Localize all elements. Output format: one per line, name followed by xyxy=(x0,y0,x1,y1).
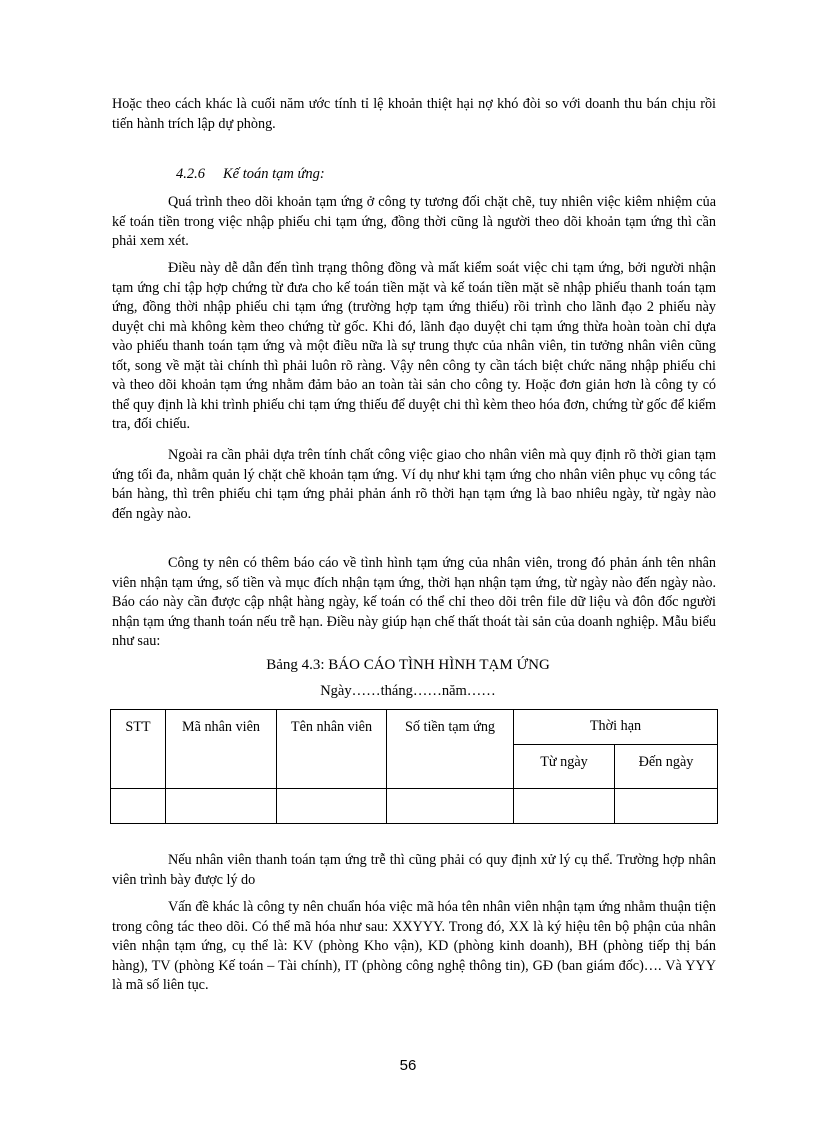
table-cell xyxy=(277,789,387,824)
paragraph-collusion-risk: Điều này dễ dẫn đến tình trạng thông đồng và mất kiểm soát việc chi tạm ứng, bởi người nhận tạm ứng chỉ tập hợp chứng từ đưa cho kế toán tiền mặt và kế toán tiền mặt sẽ nhập phiếu thanh toán tạm ứng, đồng thời nhập phiếu chi tạm ứng (trường hợp tạm ứng thiếu) rồi trình cho lãnh đạo 2 phiếu này duyệt chi mà không kèm theo chứng từ gốc. Khi đó, lãnh đạo duyệt chi tạm ứng thừa hoàn toàn chỉ dựa vào phiếu thanh toán tạm ứng và một điều nữa là sự trung thực của nhân viên, tin tưởng nhân viên cũng tốt, song về mặt tài chính thì phải luôn rõ ràng. Vậy nên công ty cần tách biệt chức năng nhập phiếu chi và theo dõi khoản tạm ứng nhằm đảm bảo an toàn tài sản cho công ty. Hoặc đơn giản hơn là công ty có thể quy định là khi trình phiếu chi tạm ứng thiếu để duyệt chi thì kèm theo hóa đơn, chứng từ gốc để kiểm tra, đối chiếu. xyxy=(112,260,716,432)
paragraph-bad-debt-provision: Hoặc theo cách khác là cuối năm ước tính tỉ lệ khoản thiệt hại nợ khó đòi so với doanh thu bán chịu rồi tiến hành trích lập dự phòng. xyxy=(112,96,716,132)
table-cell xyxy=(615,789,718,824)
header-term: Thời hạn xyxy=(514,710,718,745)
table-cell xyxy=(514,789,615,824)
section-title: Kế toán tạm ứng: xyxy=(223,166,325,182)
table-cell xyxy=(387,789,514,824)
table-cell xyxy=(166,789,277,824)
header-employee-name: Tên nhân viên xyxy=(277,710,387,789)
header-from-date: Từ ngày xyxy=(514,745,615,789)
header-to-date: Đến ngày xyxy=(615,745,718,789)
header-amount: Số tiền tạm ứng xyxy=(387,710,514,789)
paragraph-advance-duration: Ngoài ra cần phải dựa trên tính chất công việc giao cho nhân viên mà quy định rõ thời gian tạm ứng tối đa, nhằm quản lý chặt chẽ khoản tạm ứng. Ví dụ như khi tạm ứng cho nhân viên phục vụ công tác bán hàng, thì trên phiếu chi tạm ứng phải phản ánh rõ thời hạn tạm ứng là bao nhiêu ngày, từ ngày nào đến ngày nào. xyxy=(112,447,716,522)
header-employee-code: Mã nhân viên xyxy=(166,710,277,789)
table-date-line: Ngày……tháng……năm…… xyxy=(320,683,496,699)
paragraph-employee-coding: Vấn đề khác là công ty nên chuẩn hóa việc mã hóa tên nhân viên nhận tạm ứng nhằm thuận tiện trong công tác theo dõi. Có thể mã hóa như sau: XXYYY. Trong đó, XX là ký hiệu tên bộ phận của nhân viên nhận tạm ứng, cụ thể là: KV (phòng Kho vận), KD (phòng kinh doanh), BH (phòng tiếp thị bán hàng), TV (phòng Kế toán – Tài chính), IT (phòng công nghệ thông tin), GĐ (ban giám đốc)…. Và YYY là mã số liên tục. xyxy=(112,899,716,993)
table-cell xyxy=(111,789,166,824)
advance-report-table xyxy=(110,709,718,824)
paragraph-advance-tracking: Quá trình theo dõi khoản tạm ứng ở công ty tương đối chặt chẽ, tuy nhiên việc kiêm nhiệm của kế toán tiền trong việc nhập phiếu chi tạm ứng, đồng thời cũng là người theo dõi khoản tạm ứng thì cần phải xem xét. xyxy=(112,194,716,249)
paragraph-advance-report: Công ty nên có thêm báo cáo về tình hình tạm ứng của nhân viên, trong đó phản ánh tên nhân viên nhận tạm ứng, số tiền và mục đích nhận tạm ứng, thời hạn nhận tạm ứng, từ ngày nào đến ngày nào. Báo cáo này cần được cập nhật hàng ngày, kế toán có thể chỉ theo dõi trên file dữ liệu và đôn đốc người nhận tạm ứng thanh toán nếu trễ hạn. Điều này giúp hạn chế thất thoát tài sản của doanh nghiệp. Mẫu biểu như sau: xyxy=(112,555,716,649)
table-caption: Bảng 4.3: BÁO CÁO TÌNH HÌNH TẠM ỨNG xyxy=(266,657,550,673)
header-stt: STT xyxy=(111,710,166,789)
table-row xyxy=(111,789,718,824)
page-number: 56 xyxy=(399,1057,417,1074)
section-heading xyxy=(176,166,325,183)
section-number: 4.2.6 xyxy=(176,166,205,182)
table-header-row xyxy=(111,710,718,745)
paragraph-late-payment: Nếu nhân viên thanh toán tạm ứng trễ thì cũng phải có quy định xử lý cụ thể. Trường hợp nhân viên trình bày được lý do xyxy=(112,852,716,888)
